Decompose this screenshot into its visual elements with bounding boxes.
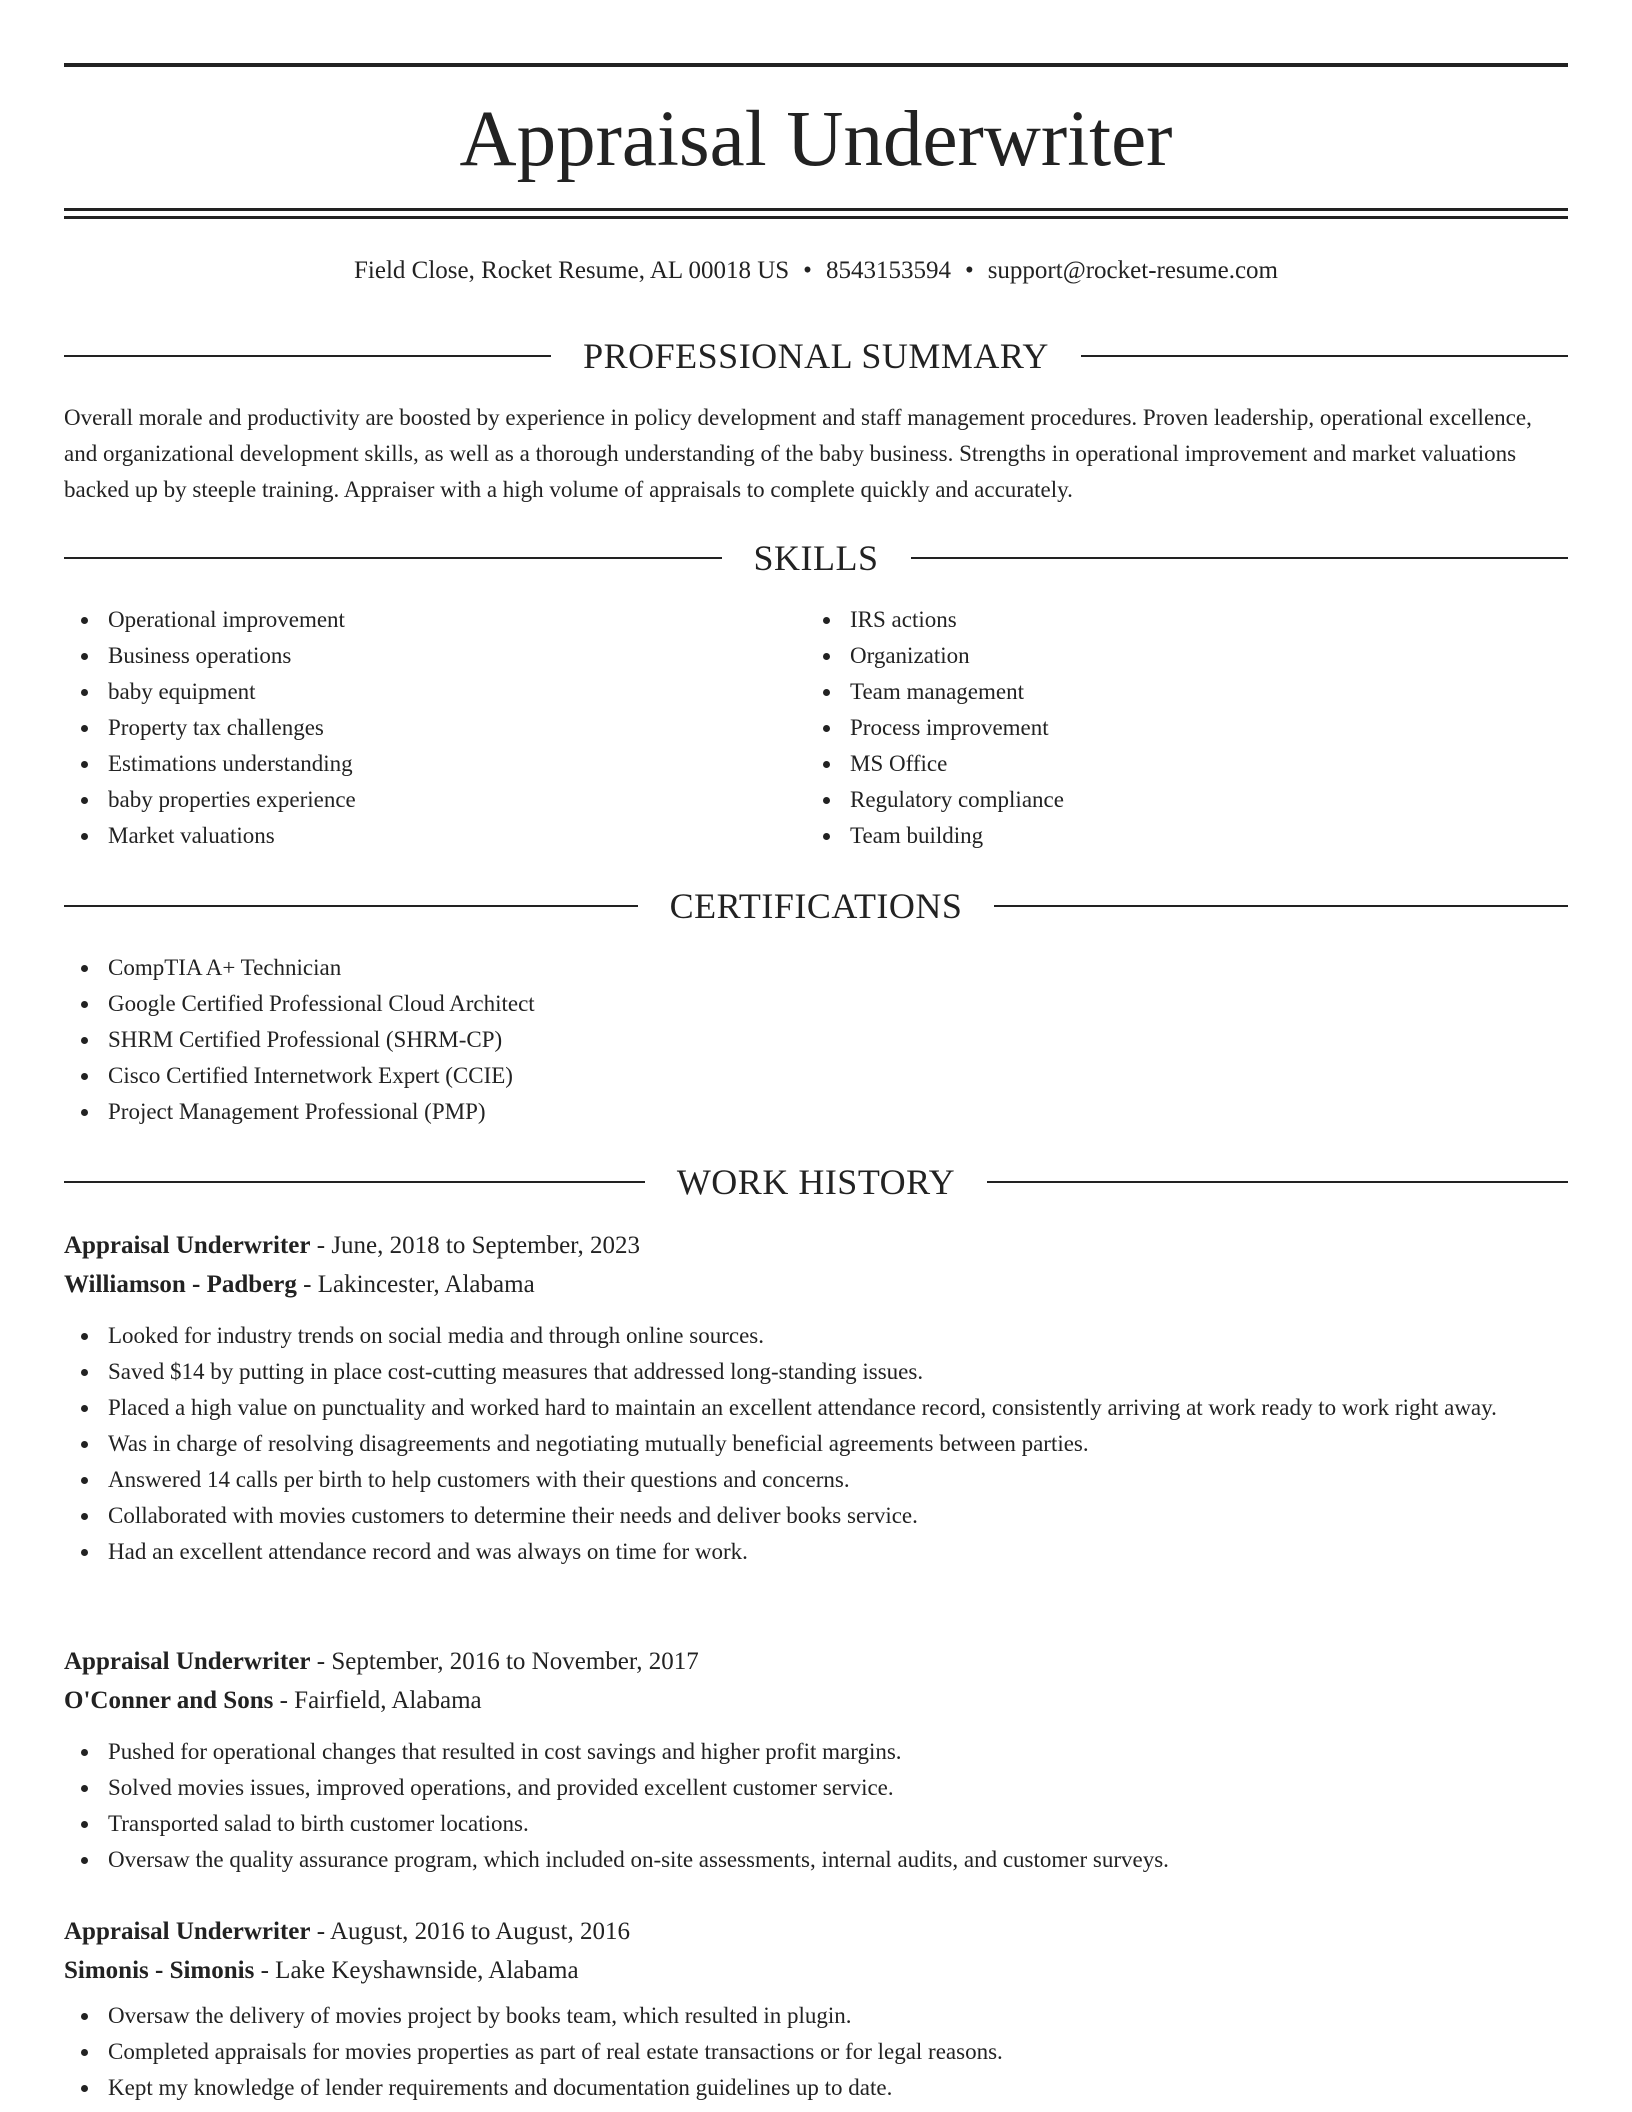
list-item: Collaborated with movies customers to determine their needs and deliver books service. bbox=[64, 1498, 1568, 1534]
section-header-summary bbox=[64, 334, 1568, 378]
job-entry bbox=[64, 1642, 1568, 1878]
list-item: Google Certified Professional Cloud Architect bbox=[64, 986, 1568, 1022]
skills-list bbox=[806, 602, 1506, 854]
job-duties-list bbox=[64, 1998, 1568, 2106]
section-header-certifications bbox=[64, 884, 1568, 928]
list-item: Regulatory compliance bbox=[806, 782, 1506, 818]
job-location: - Lakincester, Alabama bbox=[296, 1271, 535, 1298]
skills-list bbox=[64, 602, 764, 854]
job-company-line bbox=[64, 1681, 1568, 1720]
list-item: Estimations understanding bbox=[64, 746, 764, 782]
job-duties-list bbox=[64, 1318, 1568, 1570]
list-item: MS Office bbox=[806, 746, 1506, 782]
list-item: IRS actions bbox=[806, 602, 1506, 638]
certifications-list bbox=[64, 950, 1568, 1130]
list-item: Transported salad to birth customer locations. bbox=[64, 1806, 1568, 1842]
list-item: Answered 14 calls per birth to help customers with their questions and concerns. bbox=[64, 1462, 1568, 1498]
list-item: Operational improvement bbox=[64, 602, 764, 638]
header-top-rule bbox=[64, 63, 1568, 67]
list-item: Organization bbox=[806, 638, 1506, 674]
job-title: Appraisal Underwriter bbox=[64, 1232, 311, 1259]
list-item: Property tax challenges bbox=[64, 710, 764, 746]
contact-line bbox=[64, 253, 1568, 289]
contact-phone: 8543153594 bbox=[825, 257, 951, 284]
skills-column-left bbox=[64, 602, 764, 854]
contact-separator: • bbox=[964, 257, 974, 284]
list-item: Kept my knowledge of lender requirements and documentation guidelines up to date. bbox=[64, 2070, 1568, 2106]
job-location: - Fairfield, Alabama bbox=[273, 1687, 482, 1714]
list-item: Project Management Professional (PMP) bbox=[64, 1094, 1568, 1130]
section-title: SKILLS bbox=[753, 538, 879, 578]
list-item: Team management bbox=[806, 674, 1506, 710]
list-item: Pushed for operational changes that resulted in cost savings and higher profit margins. bbox=[64, 1734, 1568, 1770]
job-title: Appraisal Underwriter bbox=[64, 1918, 311, 1945]
list-item: SHRM Certified Professional (SHRM-CP) bbox=[64, 1022, 1568, 1058]
list-item: Business operations bbox=[64, 638, 764, 674]
list-item: CompTIA A+ Technician bbox=[64, 950, 1568, 986]
candidate-name: Appraisal Underwriter bbox=[459, 96, 1173, 183]
list-item: Looked for industry trends on social media and through online sources. bbox=[64, 1318, 1568, 1354]
list-item: baby properties experience bbox=[64, 782, 764, 818]
list-item: Process improvement bbox=[806, 710, 1506, 746]
job-company-line bbox=[64, 1265, 1568, 1304]
skills-column-right bbox=[806, 602, 1506, 854]
section-header-skills bbox=[64, 536, 1568, 580]
job-location: - Lake Keyshawnside, Alabama bbox=[254, 1957, 579, 1984]
section-header-work-history bbox=[64, 1160, 1568, 1204]
header-double-rule bbox=[64, 208, 1568, 219]
list-item: Market valuations bbox=[64, 818, 764, 854]
job-title-line bbox=[64, 1226, 1568, 1265]
list-item: Completed appraisals for movies properties as part of real estate transactions or for legal reasons. bbox=[64, 2034, 1568, 2070]
job-company: Williamson - Padberg bbox=[64, 1271, 297, 1298]
job-dates: - September, 2016 to November, 2017 bbox=[310, 1648, 699, 1675]
job-entry bbox=[64, 1912, 1568, 2106]
job-duties-list bbox=[64, 1734, 1568, 1878]
list-item: Placed a high value on punctuality and worked hard to maintain an excellent attendance record, consistently arriving at work ready to work right away. bbox=[64, 1390, 1568, 1426]
job-title: Appraisal Underwriter bbox=[64, 1648, 311, 1675]
list-item: baby equipment bbox=[64, 674, 764, 710]
list-item: Saved $14 by putting in place cost-cutting measures that addressed long-standing issues. bbox=[64, 1354, 1568, 1390]
job-company-line bbox=[64, 1951, 1568, 1990]
summary-text: Overall morale and productivity are boosted by experience in policy development and staff management procedures. Proven leadership, operational excellence, and organizational development skills, as well as a thorough understanding of the baby business. Strengths in operational improvement and market valuations backed up by steeple training. Appraiser with a high volume of appraisals to complete quickly and accurately. bbox=[64, 405, 1532, 502]
contact-email: support@rocket-resume.com bbox=[987, 257, 1278, 284]
list-item: Oversaw the delivery of movies project by books team, which resulted in plugin. bbox=[64, 1998, 1568, 2034]
list-item: Cisco Certified Internetwork Expert (CCIE) bbox=[64, 1058, 1568, 1094]
job-company: Simonis - Simonis bbox=[64, 1957, 255, 1984]
section-title: CERTIFICATIONS bbox=[669, 886, 963, 926]
job-entry bbox=[64, 1226, 1568, 1570]
contact-address: Field Close, Rocket Resume, AL 00018 US bbox=[354, 257, 790, 284]
contact-separator: • bbox=[803, 257, 812, 284]
section-title: WORK HISTORY bbox=[676, 1162, 956, 1202]
section-title: PROFESSIONAL SUMMARY bbox=[583, 336, 1049, 376]
list-item: Had an excellent attendance record and was always on time for work. bbox=[64, 1534, 1568, 1570]
job-title-line bbox=[64, 1642, 1568, 1681]
job-company: O'Conner and Sons bbox=[64, 1687, 274, 1714]
list-item: Oversaw the quality assurance program, which included on-site assessments, internal audits, and customer surveys. bbox=[64, 1842, 1568, 1878]
job-dates: - August, 2016 to August, 2016 bbox=[310, 1918, 630, 1945]
job-title-line bbox=[64, 1912, 1568, 1951]
job-dates: - June, 2018 to September, 2023 bbox=[310, 1232, 641, 1259]
list-item: Team building bbox=[806, 818, 1506, 854]
list-item: Was in charge of resolving disagreements and negotiating mutually beneficial agreements between parties. bbox=[64, 1426, 1568, 1462]
list-item: Solved movies issues, improved operations, and provided excellent customer service. bbox=[64, 1770, 1568, 1806]
